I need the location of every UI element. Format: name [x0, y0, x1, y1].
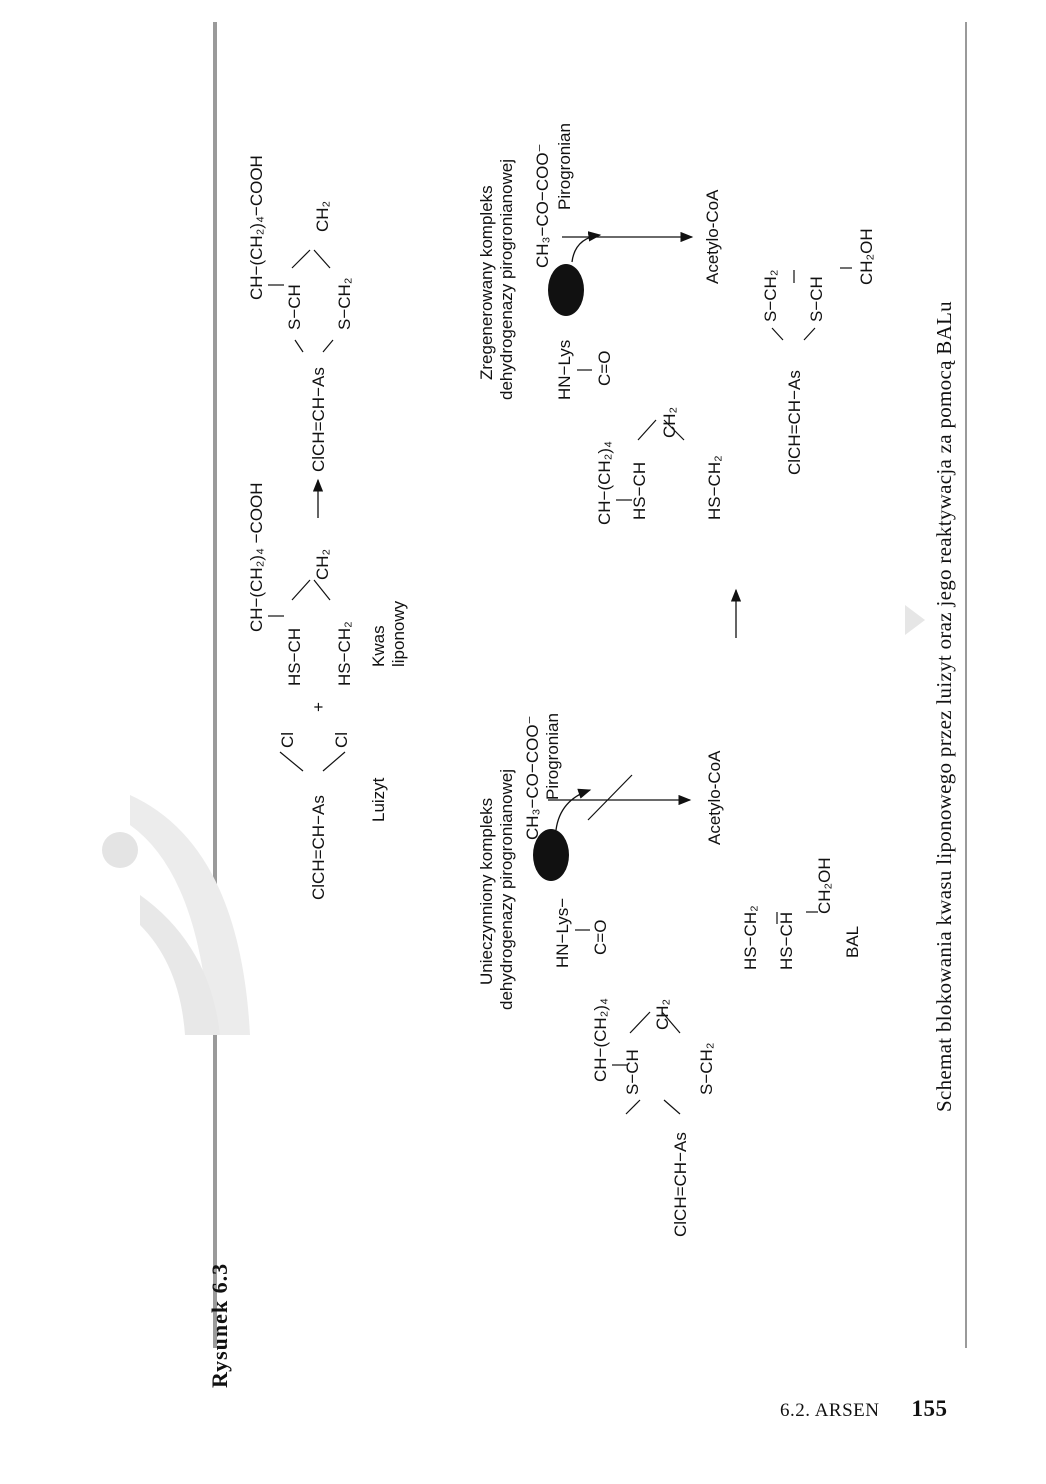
right-pyruvate: CH₃−CO−COO⁻ [533, 143, 552, 268]
left-s-ch2: S−CH₂ [697, 1042, 716, 1095]
bal-structure [741, 857, 862, 970]
right-title-2: dehydrogenazy pirogronianowej [497, 159, 516, 400]
bal-product-ch2oh: CH₂OH [857, 228, 876, 285]
right-acetyl-coa: Acetylo-CoA [703, 189, 722, 284]
lipoic-hs-ch: HS−CH [285, 627, 304, 686]
inactivated-complex-panel [477, 713, 724, 1237]
left-enzyme-blob [533, 829, 569, 881]
left-title-1: Unieczynniony kompleks [477, 797, 496, 985]
bal-product-as-chain: ClCH=CH−As [785, 370, 804, 475]
product-ch-chain: CH−(CH₂)₄−COOH [247, 155, 266, 300]
right-ch2: CH₂ [660, 406, 679, 438]
lipoic-name-2: liponowy [389, 600, 408, 667]
arsenic-bal-product [761, 228, 876, 475]
product-ch2: CH₂ [313, 200, 332, 232]
product-s-ch: S−CH [285, 284, 304, 330]
plus-sign: + [309, 702, 328, 712]
left-as-chain: ClCH=CH−As [671, 1132, 690, 1237]
left-pyruvate: CH₃−CO−COO⁻ [523, 715, 542, 840]
left-chain: CH−(CH₂)₄ [591, 998, 610, 1082]
bal-line-3: CH₂OH [815, 857, 834, 914]
right-enzyme-blob [548, 264, 584, 316]
section-title: 6.2. ARSEN [780, 1400, 880, 1421]
right-c-o: C=O [595, 350, 614, 386]
left-acetyl-coa: Acetylo-CoA [705, 750, 724, 845]
figure-title: Rysunek 6.3 [207, 1262, 232, 1388]
left-pyruvate-name: Pirogronian [543, 713, 562, 800]
right-chain: CH−(CH₂)₄ [595, 441, 614, 525]
blocked-mark [588, 775, 632, 820]
product-as-chain: ClCH=CH−As [309, 367, 328, 472]
left-ch2: CH₂ [653, 998, 672, 1030]
luizyt-cl-1: Cl [278, 731, 297, 748]
bal-product-s-ch: S−CH [807, 276, 826, 322]
luizyt-structure [278, 732, 388, 900]
luizyt-chain: ClCH=CH−As [309, 795, 328, 900]
bal-line-1: HS−CH₂ [741, 905, 760, 970]
left-s-ch: S−CH [623, 1049, 642, 1095]
right-hs-ch: HS−CH [630, 461, 649, 520]
regenerated-complex-panel [477, 123, 724, 525]
figure-caption: Schemat blokowania kwasu liponowego przez luizyt oraz jego reaktywacja za pomocą BALu [932, 301, 956, 1112]
luizyt-cl-2: Cl [332, 731, 351, 748]
right-hn-lys: HN−Lys [555, 339, 574, 400]
bal-name: BAL [843, 925, 862, 958]
right-title-1: Zregenerowany kompleks [477, 185, 496, 380]
lipoic-hs-ch2: HS−CH₂ [335, 621, 354, 686]
lipoic-ch2: CH₂ [313, 548, 332, 580]
lipoic-acid-structure [247, 482, 408, 686]
right-hs-ch2: HS−CH₂ [705, 455, 724, 520]
left-c-o: C=O [591, 919, 610, 955]
lipoic-ch-chain: CH−(CH₂)₄ −COOH [247, 482, 266, 632]
page-number: 155 [911, 1396, 948, 1421]
left-title-2: dehydrogenazy pirogronianowej [497, 769, 516, 1010]
left-hn-lys: HN−Lys− [553, 897, 572, 968]
luizyt-name: Luizyt [369, 777, 388, 822]
lipoic-arsenic-product [247, 155, 354, 472]
bal-line-2: HS−CH [777, 911, 796, 970]
bal-product-s-ch2: S−CH₂ [761, 269, 780, 322]
right-pyruvate-name: Pirogronian [555, 123, 574, 210]
page-footer [780, 1396, 948, 1422]
product-s-ch2: S−CH₂ [335, 277, 354, 330]
lipoic-name-1: Kwas [369, 625, 388, 667]
